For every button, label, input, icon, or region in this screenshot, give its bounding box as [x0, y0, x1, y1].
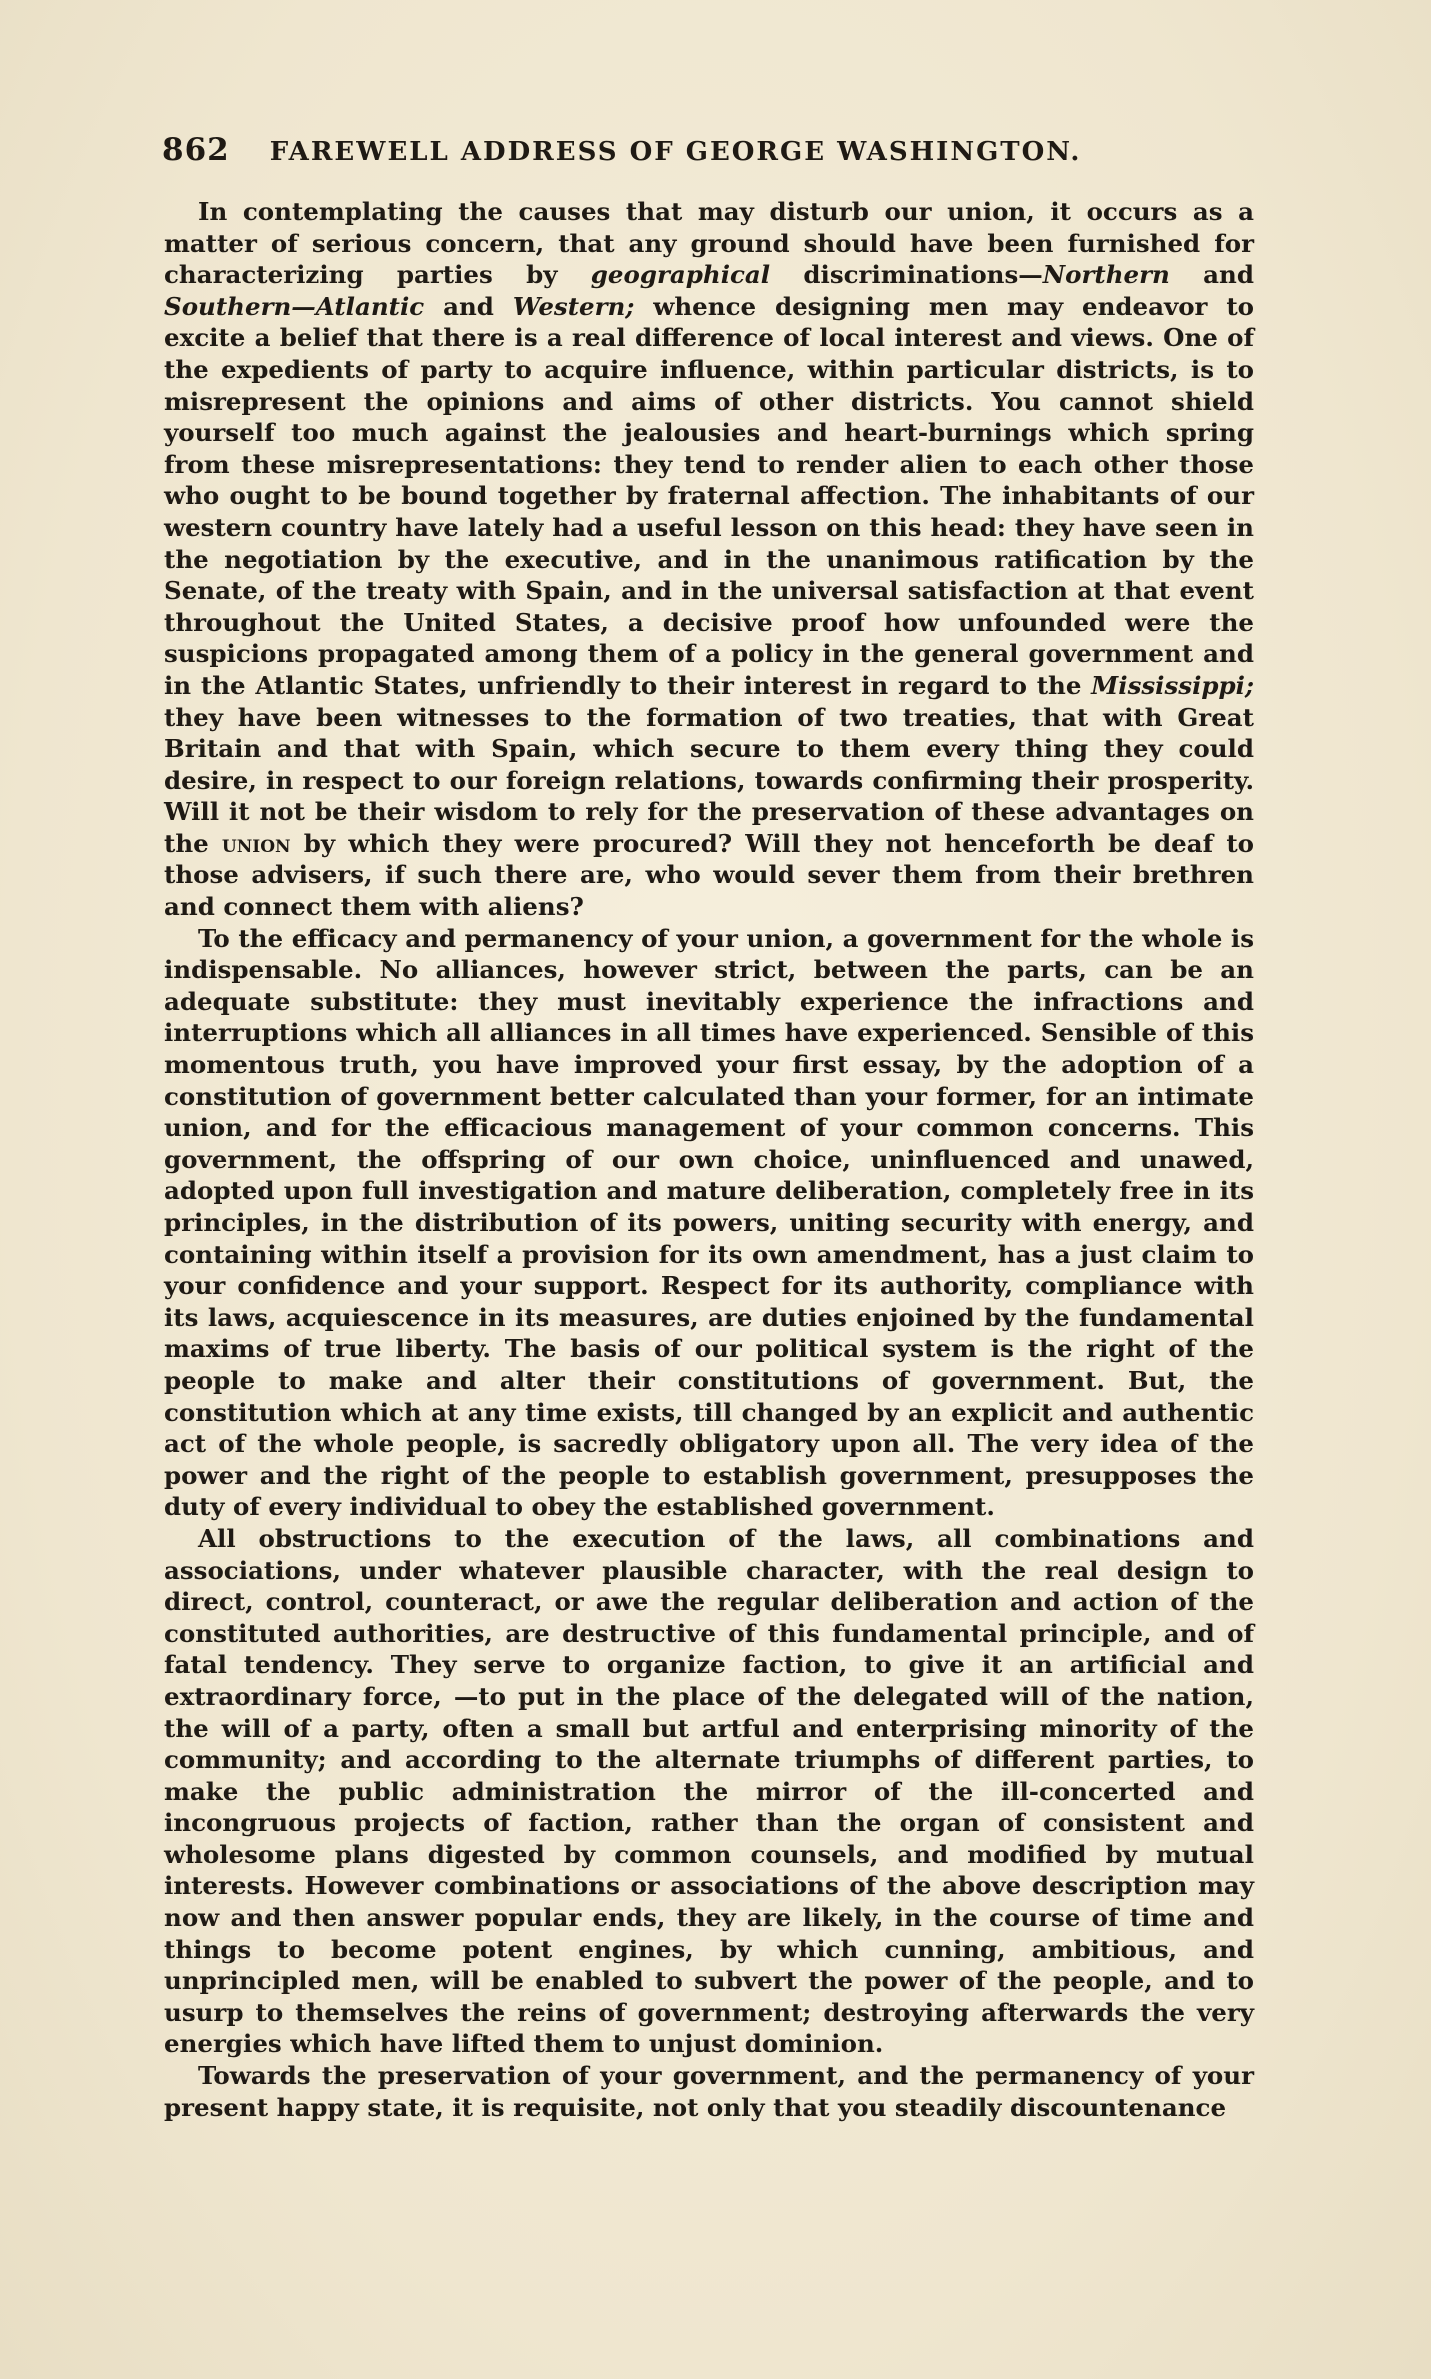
page-number: 862 — [162, 132, 230, 168]
italic-run: Western; — [512, 291, 635, 321]
paragraph — [164, 196, 1254, 923]
running-head: FAREWELL ADDRESS OF GEORGE WASHINGTON. — [269, 137, 1082, 167]
paragraph — [164, 1523, 1254, 2060]
italic-run: geographical — [590, 260, 771, 290]
text-run: To the efficacy and permanency of your union, a government for the whole is indispensable. No alliances, however strict, between the parts, can be an adequate substitute: they must inevitably experience the infractions and interruptions which all alliances in all times have experienced. Sensible of this momentous truth, you have improved your first essay, by the adoption of a constitution of government better calculated than your former, for an intimate union, and for the efficacious management of your common concerns. This government, the offspring of our own choice, uninfluenced and unawed, adopted upon full investigation and mature deliberation, completely free in its principles, in the distribution of its powers, uniting security with energy, and containing within itself a provision for its own amendment, has a just claim to your confidence and your support. Respect for its authority, compliance with its laws, acquiescence in its measures, are duties enjoined by the fundamental maxims of true liberty. The basis of our political system is the right of the people to make and alter their constitutions of government. But, the constitution which at any time exists, till changed by an explicit and authentic act of the whole people, is sacredly obligatory upon all. The very idea of the power and the right of the people to establish government, presupposes the duty of every individual to obey the established government. — [164, 923, 1254, 1522]
text-run: whence designing men may endeavor to excite a belief that there is a real difference of local interest and views. One of the expedients of party to acquire influence, within particular districts, is to misrepresent the opinions and aims of other districts. You cannot shield yourself too much against the jealousies and heart-burnings which spring from these misrepresentations: they tend to render alien to each other those who ought to be bound together by fraternal affection. The inhabitants of our western country have lately had a useful lesson on this head: they have seen in the negotiation by the executive, and in the unanimous ratification by the Senate, of the treaty with Spain, and in the universal satisfaction at that event throughout the United States, a decisive proof how unfounded were the suspicions propagated among them of a policy in the general government and in the Atlantic States, unfriendly to their interest in regard to the — [164, 291, 1254, 700]
italic-run: Mississippi; — [1091, 670, 1254, 700]
text-run: All obstructions to the execution of the laws, all combinations and associations, under whatever plausible character, with the real design to direct, control, counteract, or awe the regular deliberation and action of the constituted authorities, are destructive of this fundamental principle, and of fatal tendency. They serve to organize faction, to give it an artificial and extraordinary force, —to put in the place of the delegated will of the nation, the will of a party, often a small but artful and enterprising minority of the community; and according to the alternate triumphs of different parties, to make the public administration the mirror of the ill-concerted and incongruous projects of faction, rather than the organ of consistent and wholesome plans digested by common counsels, and modified by mutual interests. However combinations or associations of the above description may now and then answer popular ends, they are likely, in the course of time and things to become potent engines, by which cunning, ambitious, and unprincipled men, will be enabled to subvert the power of the people, and to usurp to themselves the reins of government; destroying afterwards the very energies which have lifted them to unjust dominion. — [164, 1523, 1254, 2059]
text-run: discriminations— — [770, 260, 1043, 290]
page-header — [162, 132, 1262, 182]
text-run: and — [1169, 260, 1254, 290]
paragraph — [164, 923, 1254, 1523]
paragraph — [164, 2060, 1254, 2123]
small-caps-run: union — [221, 828, 291, 858]
text-run: by which they were procured? Will they not henceforth be deaf to those advisers, if such there are, who would sever them from their brethren and connect them with aliens? — [164, 828, 1254, 922]
italic-run: Northern — [1042, 260, 1170, 290]
body-text — [164, 196, 1254, 2123]
text-run: they have been witnesses to the formation of two treaties, that with Great Britain and that with Spain, which secure to them every thing they could desire, in respect to our foreign relations, towards confirming their prosperity. Will it not be their wisdom to rely for the preservation of these advantages on the — [164, 702, 1254, 858]
text-run: Towards the preservation of your government, and the permanency of your present happy state, it is requisite, not only that you steadily discountenance — [164, 2061, 1254, 2122]
text-run: and — [424, 291, 513, 321]
text-run: In contemplating the causes that may disturb our union, it occurs as a matter of serious concern, that any ground should have been furnished for characterizing parties by — [164, 197, 1254, 290]
italic-run: Southern—Atlantic — [164, 291, 425, 321]
